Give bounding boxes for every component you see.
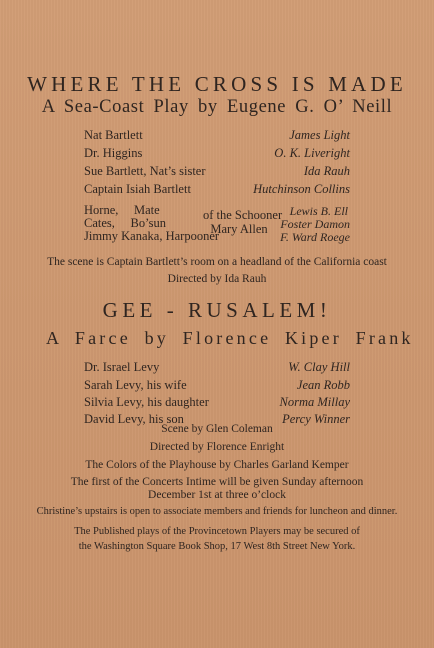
crew-actor: F. Ward Roege: [280, 230, 350, 244]
play1-role: Sue Bartlett, Nat’s sister: [84, 164, 206, 178]
play1-role: Dr. Higgins: [84, 146, 143, 160]
play2-role: Silvia Levy, his daughter: [84, 395, 209, 409]
play2-scene-by: Scene by Glen Coleman: [161, 423, 273, 435]
play1-role: Captain Isiah Bartlett: [84, 182, 191, 196]
play2-subtitle: A Farce by Florence Kiper Frank: [46, 328, 414, 348]
play1-title: WHERE THE CROSS IS MADE: [27, 72, 407, 96]
play1-scene: The scene is Captain Bartlett’s room on a headland of the California coast: [47, 256, 387, 268]
crew-role: Cates, Bo’sun: [84, 216, 166, 230]
published-notice-line2: the Washington Square Book Shop, 17 West 8th Street New York.: [78, 541, 356, 552]
christine-notice: Christine’s upstairs is open to associate members and friends for luncheon and dinner.: [36, 506, 398, 517]
play1-actor: Ida Rauh: [303, 164, 350, 178]
play1-actor: O. K. Liveright: [274, 146, 350, 160]
play2-actor: Jean Robb: [296, 378, 350, 392]
crew-group-line2: Mary Allen: [210, 222, 268, 236]
play2-role: Dr. Israel Levy: [84, 360, 160, 374]
concerts-notice-line2: December 1st at three o’clock: [148, 489, 286, 501]
play2-colors: The Colors of the Playhouse by Charles Garland Kemper: [85, 459, 349, 471]
crew-actor: Foster Damon: [280, 217, 350, 231]
play2-actor: Norma Millay: [279, 395, 350, 409]
play2-actor: Percy Winner: [282, 412, 350, 426]
play1-director: Directed by Ida Rauh: [167, 273, 267, 285]
crew-group-line1: of the Schooner: [203, 208, 283, 222]
play2-title: GEE - RUSALEM!: [102, 298, 332, 322]
play1-actor: Hutchinson Collins: [253, 182, 350, 196]
play2-role: Sarah Levy, his wife: [84, 378, 187, 392]
crew-role: Horne, Mate: [84, 203, 160, 217]
play1-role: Nat Bartlett: [84, 128, 143, 142]
play1-actor: James Light: [289, 128, 350, 142]
play2-director: Directed by Florence Enright: [149, 441, 285, 453]
crew-role: Jimmy Kanaka, Harpooner: [84, 229, 220, 243]
play2-role: David Levy, his son: [84, 412, 184, 426]
play2-actor: W. Clay Hill: [288, 360, 350, 374]
play1-subtitle: A Sea-Coast Play by Eugene G. O’ Neill: [41, 97, 393, 117]
published-notice-line1: The Published plays of the Provincetown Players may be secured of: [74, 526, 360, 537]
crew-actor: Lewis B. Ell: [289, 204, 348, 218]
concerts-notice-line1: The first of the Concerts Intime will be given Sunday afternoon: [70, 476, 364, 488]
